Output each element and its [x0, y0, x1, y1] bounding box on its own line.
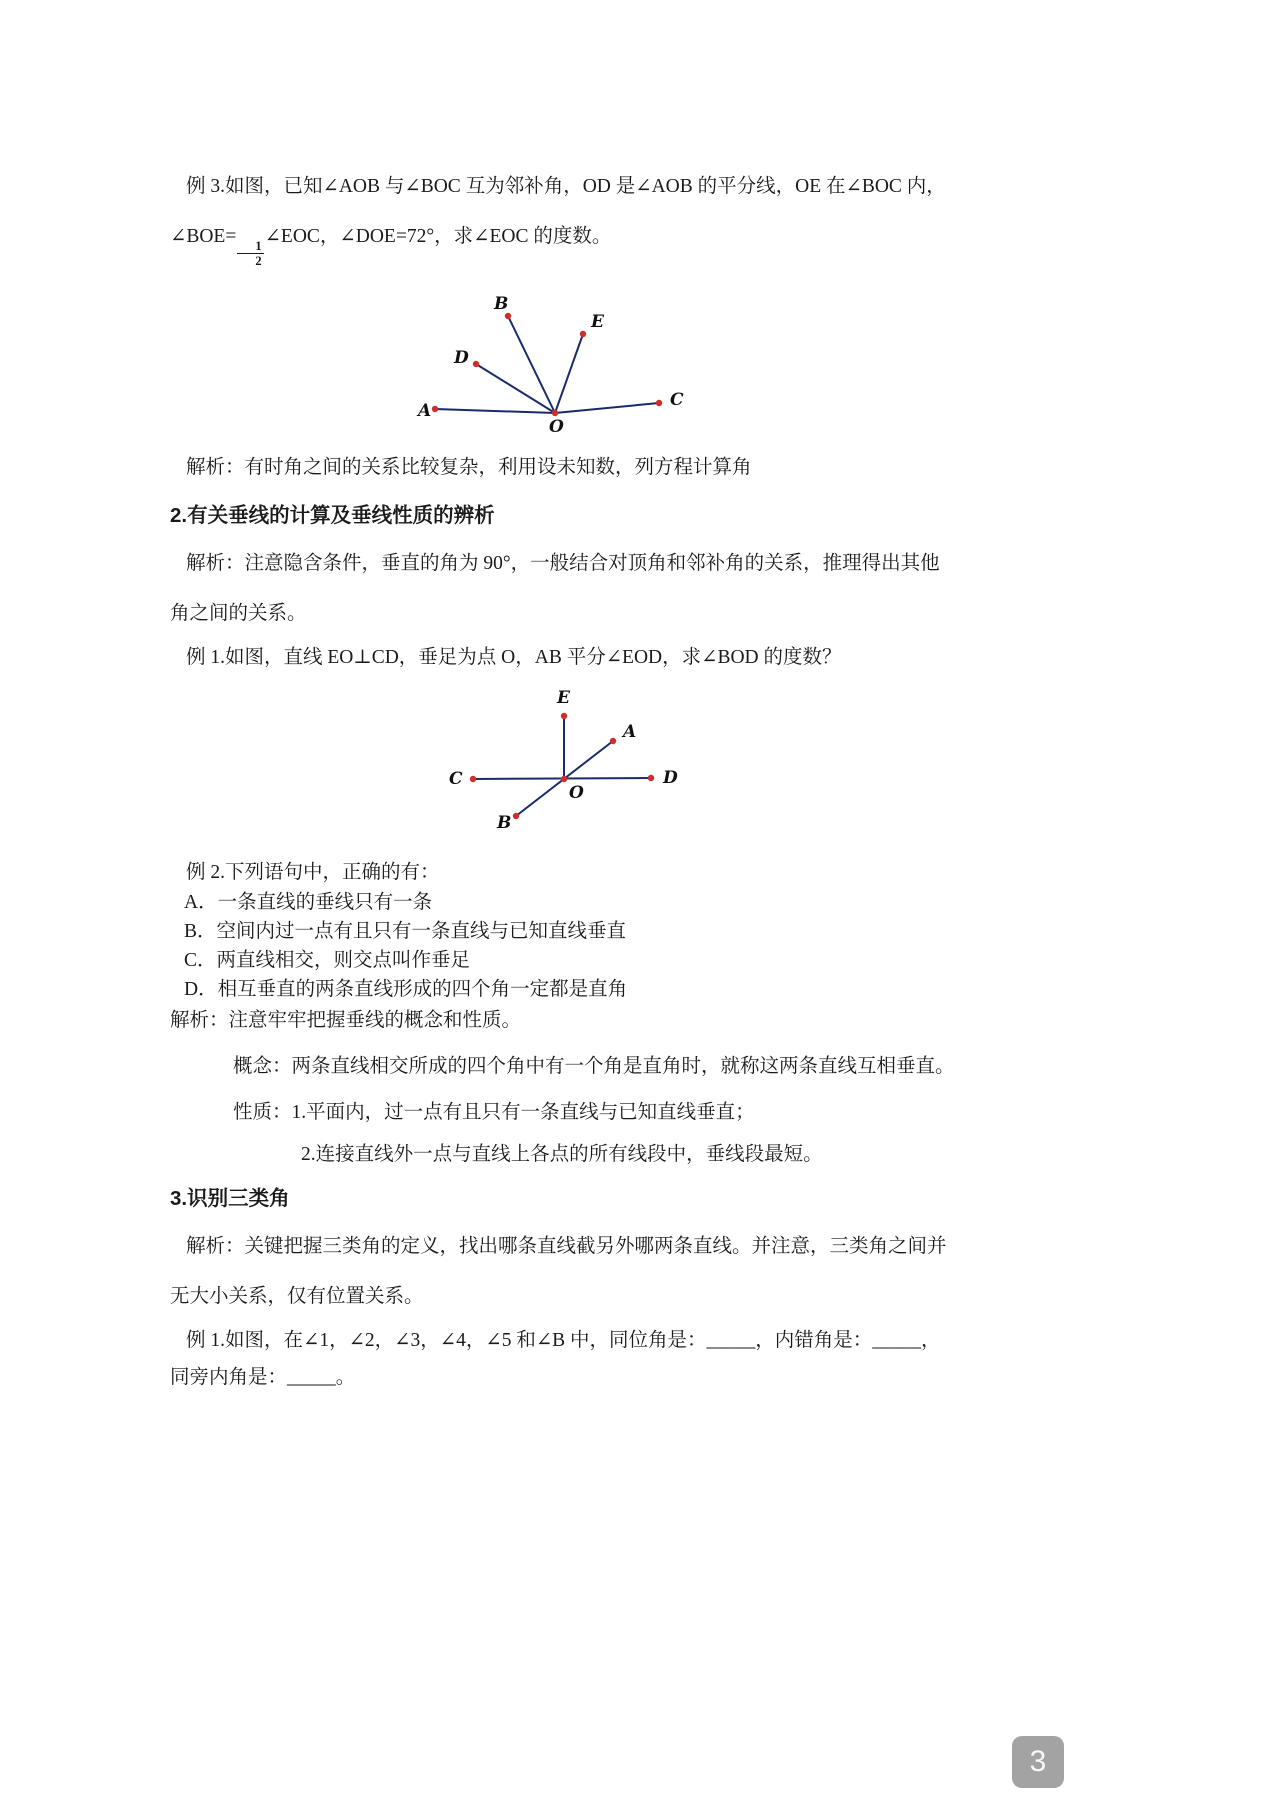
point-E-dot [580, 331, 586, 337]
label-B: B [494, 293, 509, 314]
label-O: O [549, 416, 564, 437]
section3-example1: 例 1.如图，在∠1，∠2，∠3，∠4，∠5 和∠B 中，同位角是：_____，内错角是：_____，同旁内角是：_____。 [170, 1329, 941, 1388]
label-C: C [449, 768, 463, 789]
point-A-dot [432, 406, 438, 412]
section2-property-1: 性质：1.平面内，过一点有且只有一条直线与已知直线垂直； [233, 1101, 755, 1123]
label-D: D [663, 767, 678, 788]
point-D-dot [473, 361, 479, 367]
content-area [170, 162, 958, 1396]
fraction-numerator: 1 [237, 239, 263, 254]
section2-analysis2: 解析：注意牢牢把握垂线的概念和性质。 [170, 1009, 522, 1031]
section2-concept: 概念：两条直线相交所成的四个角中有一个角是直角时，就称这两条直线互相垂直。 [233, 1055, 955, 1077]
figure-angle-rays-svg [408, 291, 710, 437]
point-B-dot [513, 813, 519, 819]
section3-analysis: 解析：关键把握三类角的定义，找出哪条直线截另外哪两条直线。并注意，三类角之间并无大小关系，仅有位置关系。 [170, 1235, 947, 1307]
section2-heading: 2.有关垂线的计算及垂线性质的辨析 [170, 503, 495, 527]
label-C: C [670, 389, 684, 410]
page-number-badge [1012, 1736, 1064, 1788]
fraction-denominator: 2 [255, 254, 262, 269]
example3-text-after-fraction: ∠EOC，∠DOE=72°，求∠EOC 的度数。 [264, 226, 612, 247]
ray-OA [435, 409, 555, 413]
page-number: 3 [1029, 1745, 1047, 1778]
label-O: O [569, 782, 584, 803]
example3-text-before-fraction: 例 3.如图，已知∠AOB 与∠BOC 互为邻补角，OD 是∠AOB 的平分线，OE 在∠BOC 内，∠BOE= [170, 176, 946, 247]
fraction-one-half [237, 239, 263, 269]
section2-analysis: 解析：注意隐含条件，垂直的角为 90°，一般结合对顶角和邻补角的关系，推理得出其他角之间的关系。 [170, 552, 940, 624]
point-A-dot [610, 738, 616, 744]
ray-OC [555, 403, 659, 413]
label-E: E [557, 687, 570, 708]
label-A: A [418, 400, 432, 421]
point-D-dot [648, 775, 654, 781]
option-b: B．空间内过一点有且只有一条直线与已知直线垂直 [184, 920, 627, 942]
option-c: C．两直线相交，则交点叫作垂足 [184, 949, 471, 971]
label-B: B [497, 812, 512, 833]
example3-problem [170, 162, 958, 269]
figure1-labels [416, 294, 684, 437]
ray-OE [555, 334, 583, 413]
point-E-dot [561, 713, 567, 719]
figure-perpendicular-lines [436, 686, 688, 848]
figure-perpendicular-lines-svg [436, 686, 688, 848]
point-C-dot [470, 776, 476, 782]
section2-example2-title: 例 2.下列语句中，正确的有： [186, 861, 440, 883]
label-D: D [454, 347, 469, 368]
example2-options [184, 888, 958, 1004]
label-A: A [623, 721, 637, 742]
section2-property-2: 2.连接直线外一点与直线上各点的所有线段中，垂线段最短。 [301, 1143, 823, 1165]
option-a: A．一条直线的垂线只有一条 [184, 891, 433, 913]
option-d: D．相互垂直的两条直线形成的四个角一定都是直角 [184, 978, 628, 1000]
point-O-dot [552, 410, 558, 416]
point-O-dot [561, 776, 567, 782]
section3-heading: 3.识别三类角 [170, 1186, 290, 1210]
section2-example1: 例 1.如图，直线 EO⊥CD，垂足为点 O，AB 平分∠EOD，求∠BOD 的度数？ [186, 646, 842, 668]
figure-angle-rays [408, 291, 710, 437]
point-C-dot [656, 400, 662, 406]
label-E: E [591, 311, 604, 332]
example3-analysis: 解析：有时角之间的关系比较复杂，利用设未知数，列方程计算角 [186, 456, 752, 478]
